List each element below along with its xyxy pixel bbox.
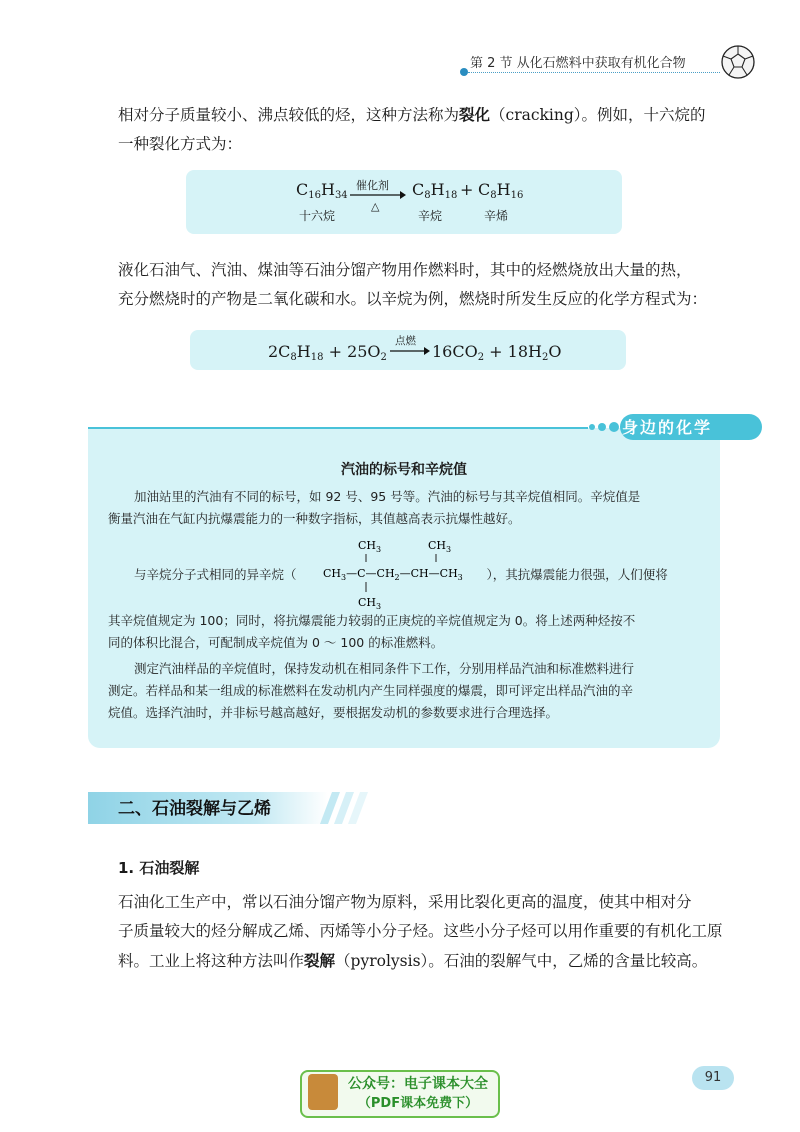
eq2-arrow (390, 346, 430, 356)
term-cracking: 裂化 (459, 105, 491, 124)
eq1-arrow (350, 190, 406, 200)
section2-line3-post: （pyrolysis）。石油的裂解气中，乙烯的含量比较高。 (335, 952, 708, 970)
combustion-paragraph (118, 256, 730, 314)
section2-heading: 二、石油裂解与乙烯 (118, 799, 271, 819)
feature-p2-line2: 其辛烷值规定为 100；同时，将抗爆震能力较弱的正庚烷的辛烷值规定为 0。将上述两种烃按不 (108, 613, 636, 628)
feature-banner-label: 身边的化学 (622, 418, 713, 437)
eq1-catalyst: 催化剂 (356, 179, 389, 192)
svg-text:CH3: $CH_3$ (358, 539, 382, 554)
para2-line1: 液化石油气、汽油、煤油等石油分馏产物用作燃料时，其中的烃燃烧放出大量的热， (118, 261, 692, 279)
feature-p3-line1: 测定汽油样品的辛烷值时，保持发动机在相同条件下工作，分别用样品汽油和标准燃料进行 (134, 661, 635, 676)
isooctane-structure (318, 534, 518, 614)
eq1-product1: $C_8H_{18}$ (412, 180, 458, 201)
eq1-reactant-name: 十六烷 (299, 209, 336, 223)
feature-p2-pre: 与辛烷分子式相同的异辛烷（ (134, 567, 297, 582)
section2-line1: 石油化工生产中，常以石油分馏产物为原料，采用比裂化更高的温度，使其中相对分 (118, 893, 692, 911)
feature-p2-line3: 同的体积比混合，可配制成辛烷值为 0 ～ 100 的标准燃料。 (108, 635, 444, 650)
feature-title: 汽油的标号和辛烷值 (341, 462, 467, 478)
book-icon (308, 1074, 338, 1110)
eq2-condition: 点燃 (395, 335, 416, 347)
section2-paragraph (118, 888, 732, 976)
feature-p2-cont (108, 610, 704, 654)
eq1-product2: $C_8H_{16}$ (478, 180, 524, 201)
section2-line3-pre: 料。工业上将这种方法叫作 (118, 952, 305, 970)
eq1-product2-name: 辛烯 (484, 209, 509, 223)
eq2-products: $16CO_2 + 18H_2O$ (432, 342, 562, 363)
svg-text:CH3: $CH_3$ (358, 596, 382, 611)
header-rule (468, 72, 720, 73)
term-pyrolysis: 裂解 (304, 951, 336, 970)
feature-p1-line1: 加油站里的汽油有不同的标号，如 92 号、95 号等。汽油的标号与其辛烷值相同。辛烷值是 (134, 489, 641, 504)
running-header: 第 2 节 从化石燃料中获取有机化合物 (470, 56, 686, 71)
eq1-heat-symbol: △ (371, 200, 380, 213)
stamp-line1: 公众号：电子课本大全 (348, 1076, 488, 1092)
eq1-product1-name: 辛烷 (418, 209, 443, 223)
equation-box-cracking (186, 170, 622, 234)
intro-text: 相对分子质量较小、沸点较低的烃，这种方法称为 (118, 106, 460, 124)
feature-rule (88, 427, 588, 429)
intro-line2: 一种裂化方式为： (118, 135, 243, 153)
section2-subheading: 1. 石油裂解 (118, 859, 200, 877)
feature-p1 (108, 486, 704, 530)
intro-text-cont: （cracking）。例如，十六烷的 (490, 106, 706, 124)
feature-p3-line3: 烷值。选择汽油时，并非标号越高越好，要根据发动机的参数要求进行合理选择。 (108, 705, 559, 720)
eq1-plus: + (460, 180, 474, 199)
fullerene-icon (720, 44, 756, 80)
header-dot (460, 68, 468, 76)
page-number: 91 (692, 1066, 734, 1090)
svg-text:CH3—C—CH2—CH—CH3: $CH_3—C—CH_2—CH—CH_3$ (323, 567, 463, 582)
feature-p3-line2: 测定。若样品和某一组成的标准燃料在发动机内产生同样强度的爆震，即可评定出样品汽油的辛 (108, 683, 634, 698)
feature-p1-line2: 衡量汽油在气缸内抗爆震能力的一种数字指标，其值越高表示抗爆性越好。 (108, 511, 521, 526)
intro-paragraph (118, 100, 728, 159)
feature-p2-post: ），其抗爆震能力很强，人们便将 (486, 567, 668, 582)
para2-line2: 充分燃烧时的产物是二氧化碳和水。以辛烷为例，燃烧时所发生反应的化学方程式为： (118, 290, 708, 308)
stamp-line2: （PDF课本免费下） (357, 1096, 479, 1111)
svg-text:CH3: $CH_3$ (428, 539, 452, 554)
feature-p3 (108, 658, 704, 724)
eq1-reactant: $C_{16}H_{34}$ (296, 180, 348, 201)
eq2-reactants: $2C_8H_{18} + 25O_2$ (268, 342, 387, 363)
section2-line2: 子质量较大的烃分解成乙烯、丙烯等小分子烃。这些小分子烃可以用作重要的有机化工原 (118, 922, 723, 940)
